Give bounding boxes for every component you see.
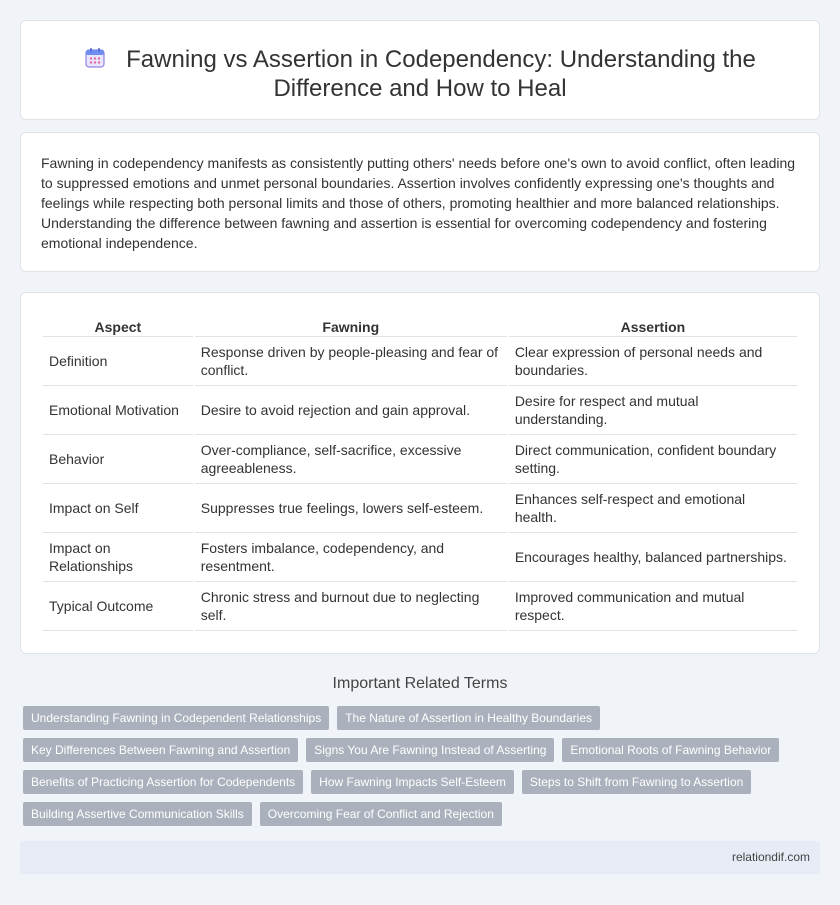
comparison-table <box>41 315 799 631</box>
intro-paragraph: Fawning in codependency manifests as consistently putting others' needs before one's own to avoid conflict, often leading to suppressed emotions and unmet personal boundaries. Assertion involves confidently expressing one's thoughts and feelings while respecting both personal limits and those of others, promoting healthier and more balanced relationships. Understanding the difference between fawning and assertion is essential for overcoming codependency and fostering emotional independence. <box>41 155 796 251</box>
table-row <box>43 337 797 386</box>
header-fawning: Fawning <box>195 315 507 337</box>
aspect-cell: Definition <box>43 337 193 386</box>
aspect-cell: Emotional Motivation <box>43 386 193 435</box>
related-term-tag[interactable]: Emotional Roots of Fawning Behavior <box>562 738 779 762</box>
table-row <box>43 533 797 582</box>
related-term-tag[interactable]: Signs You Are Fawning Instead of Asserting <box>306 738 554 762</box>
table-row <box>43 582 797 631</box>
footer <box>20 841 820 874</box>
fawning-cell: Desire to avoid rejection and gain approval. <box>195 386 507 435</box>
table-row <box>43 484 797 533</box>
related-term-tag[interactable]: How Fawning Impacts Self-Esteem <box>311 770 514 794</box>
related-term-tag[interactable]: Steps to Shift from Fawning to Assertion <box>522 770 751 794</box>
table-row <box>43 386 797 435</box>
related-term-tag[interactable]: Overcoming Fear of Conflict and Rejection <box>260 802 502 826</box>
fawning-cell: Response driven by people-pleasing and fear of conflict. <box>195 337 507 386</box>
header-aspect: Aspect <box>43 315 193 337</box>
header-assertion: Assertion <box>509 315 797 337</box>
assertion-cell: Desire for respect and mutual understanding. <box>509 386 797 435</box>
related-term-tag[interactable]: Understanding Fawning in Codependent Relationships <box>23 706 329 730</box>
intro-card <box>20 132 820 272</box>
calendar-icon <box>84 47 106 69</box>
assertion-cell: Clear expression of personal needs and boundaries. <box>509 337 797 386</box>
aspect-cell: Impact on Relationships <box>43 533 193 582</box>
title-line-1: Fawning vs Assertion in Codependency: Understanding the <box>126 46 756 73</box>
table-row <box>43 435 797 484</box>
assertion-cell: Improved communication and mutual respect. <box>509 582 797 631</box>
table-header-row <box>43 315 797 337</box>
aspect-cell: Typical Outcome <box>43 582 193 631</box>
fawning-cell: Suppresses true feelings, lowers self-esteem. <box>195 484 507 533</box>
assertion-cell: Enhances self-respect and emotional health. <box>509 484 797 533</box>
assertion-cell: Encourages healthy, balanced partnerships. <box>509 533 797 582</box>
aspect-cell: Impact on Self <box>43 484 193 533</box>
header-card <box>20 20 820 120</box>
related-term-tag[interactable]: Benefits of Practicing Assertion for Codependents <box>23 770 303 794</box>
related-terms-list <box>23 706 813 826</box>
fawning-cell: Chronic stress and burnout due to neglecting self. <box>195 582 507 631</box>
related-terms-heading: Important Related Terms <box>332 675 508 692</box>
related-term-tag[interactable]: The Nature of Assertion in Healthy Boundaries <box>337 706 600 730</box>
related-term-tag[interactable]: Building Assertive Communication Skills <box>23 802 252 826</box>
title-line-2: Difference and How to Heal <box>273 75 567 102</box>
footer-site-name: relationdif.com <box>731 850 810 864</box>
assertion-cell: Direct communication, confident boundary setting. <box>509 435 797 484</box>
comparison-card <box>20 292 820 654</box>
page-title <box>21 45 819 103</box>
fawning-cell: Over-compliance, self-sacrifice, excessive agreeableness. <box>195 435 507 484</box>
related-term-tag[interactable]: Key Differences Between Fawning and Assertion <box>23 738 298 762</box>
fawning-cell: Fosters imbalance, codependency, and resentment. <box>195 533 507 582</box>
aspect-cell: Behavior <box>43 435 193 484</box>
